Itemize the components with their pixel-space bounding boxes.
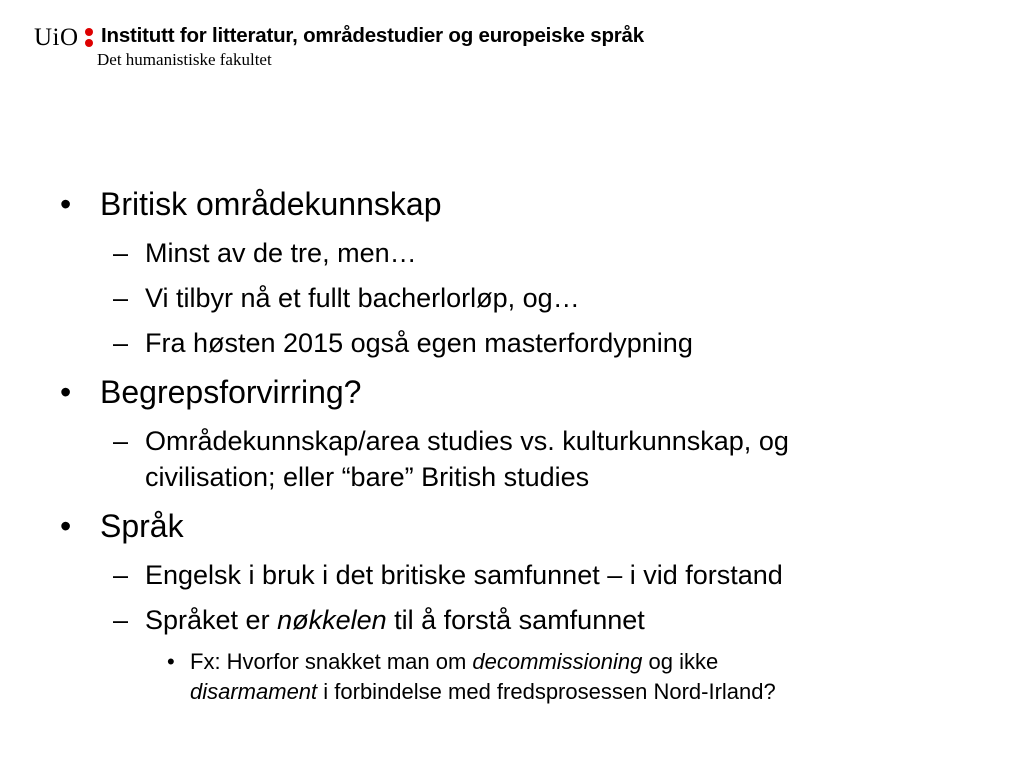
bullet-sprak	[60, 508, 184, 545]
sub-sub-bullet-fx	[167, 649, 718, 675]
bullet-icon: •	[60, 508, 72, 544]
bullet-britisk	[60, 186, 441, 223]
sub-bullet-text-em: nøkkelen	[277, 605, 387, 635]
uio-logo: UiO	[34, 24, 79, 51]
dash-icon: –	[113, 283, 129, 313]
sub-bullet-area-studies	[113, 426, 789, 457]
sub-bullet-text: Engelsk i bruk i det britiske samfunnet – i vid forstand	[145, 560, 783, 590]
item-text-em: decommissioning	[472, 649, 643, 674]
sub-bullet-text: Fra høsten 2015 også egen masterfordypning	[145, 328, 693, 358]
item-text-pre: Fx: Hvorfor snakket man om	[190, 649, 473, 674]
bullet-begreps	[60, 374, 361, 411]
sub-sub-bullet-fx-cont	[190, 679, 776, 705]
bullet-text: Språk	[100, 508, 184, 544]
dash-icon: –	[113, 605, 129, 635]
dash-icon: –	[113, 328, 129, 358]
bullet-icon: •	[60, 186, 72, 222]
sub-bullet-area-studies-cont: civilisation; eller “bare” British studies	[145, 462, 590, 492]
sub-bullet-nokkelen	[113, 605, 645, 636]
bullet-text: Britisk områdekunnskap	[100, 186, 442, 222]
bullet-text: Begrepsforvirring?	[100, 374, 362, 410]
dash-icon: –	[113, 426, 129, 456]
item-text-mid: og ikke	[642, 649, 719, 674]
sub-bullet-minst	[113, 238, 417, 269]
bullet-icon: •	[60, 374, 72, 410]
sub-bullet-text: Minst av de tre, men…	[145, 238, 417, 268]
sub-bullet-text: Områdekunnskap/area studies vs. kulturkunnskap, og	[145, 426, 789, 456]
sub-bullet-text-post: til å forstå samfunnet	[386, 605, 645, 635]
faculty-name: Det humanistiske fakultet	[97, 50, 272, 69]
item-text-post: i forbindelse med fredsprosessen Nord-Irland?	[317, 679, 776, 704]
sub-bullet-master	[113, 328, 693, 359]
department-name: Institutt for litteratur, områdestudier og europeiske språk	[101, 24, 644, 47]
sub-bullet-bachelor	[113, 283, 580, 314]
dash-icon: –	[113, 560, 129, 590]
sub-bullet-text-pre: Språket er	[145, 605, 278, 635]
sub-bullet-engelsk	[113, 560, 783, 591]
bullet-icon: •	[167, 649, 175, 674]
item-text-em2: disarmament	[190, 679, 318, 704]
sub-bullet-text: Vi tilbyr nå et fullt bacherlorløp, og…	[145, 283, 580, 313]
dash-icon: –	[113, 238, 129, 268]
